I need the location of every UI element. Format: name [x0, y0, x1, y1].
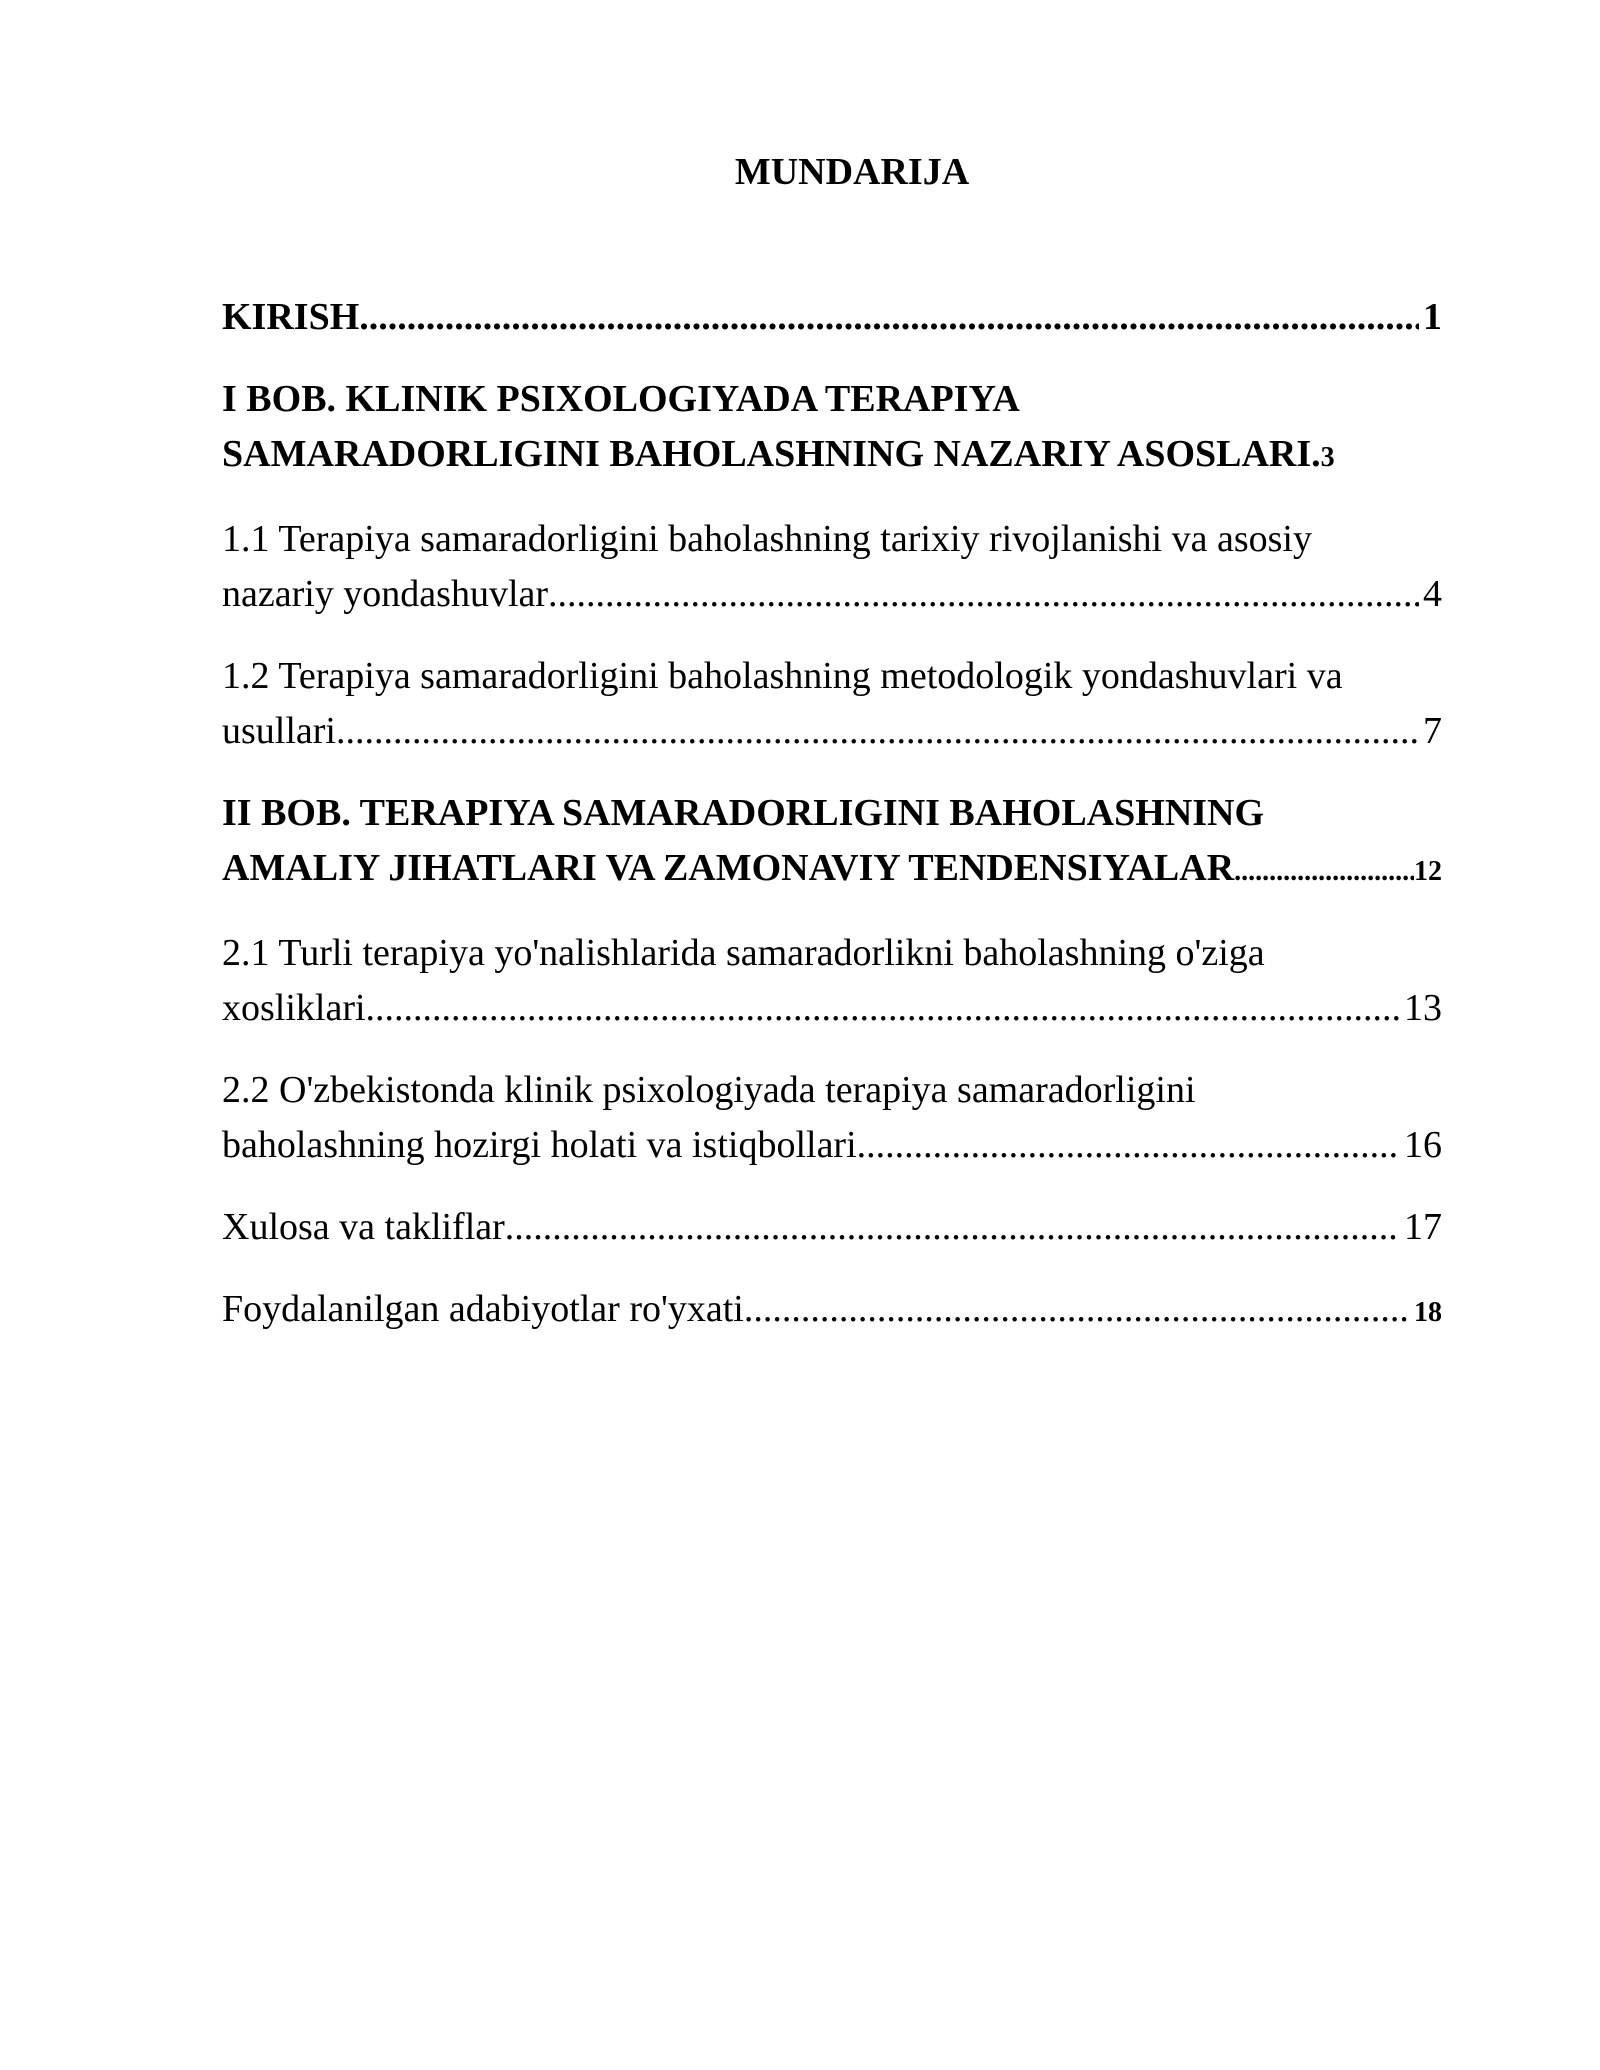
toc-page-number: 12: [1414, 856, 1442, 887]
toc-entry-title-line2: nazariy yondashuvlar: [222, 573, 549, 615]
toc-page-number: 16: [1404, 1124, 1442, 1166]
toc-entry-title-line1: 2.1 Turli terapiya yo'nalishlarida samaradorlikni baholashning o'ziga: [222, 932, 1265, 974]
toc-entry-title-line1: 2.2 O'zbekistonda klinik psixologiyada terapiya samaradorligini: [222, 1069, 1196, 1111]
toc-entry-references[interactable]: [222, 1282, 1442, 1340]
toc-entry-title-line1: I BOB. KLINIK PSIXOLOGIYADA TERAPIYA: [222, 378, 1020, 420]
toc-entry-conclusion[interactable]: [222, 1200, 1442, 1255]
toc-entry-title-line2: SAMARADORLIGINI BAHOLASHNING NAZARIY ASOSLARI.: [222, 433, 1321, 475]
toc-page-number: 13: [1404, 987, 1442, 1029]
toc-page-number: 18: [1414, 1297, 1442, 1328]
toc-entry-title-line2: AMALIY JIHATLARI VA ZAMONAVIY TENDENSIYALAR: [222, 847, 1235, 889]
dot-leader: [336, 704, 1419, 759]
dot-leader: [359, 290, 1419, 345]
toc-entry-section-2-1[interactable]: [222, 926, 1442, 1036]
toc-entry-title-line2: baholashning hozirgi holati va istiqbollari: [222, 1124, 857, 1166]
toc-entry-title: Foydalanilgan adabiyotlar ro'yxati: [222, 1288, 744, 1330]
toc-page-number: 4: [1423, 573, 1442, 615]
toc-entry-kirish[interactable]: [222, 290, 1442, 345]
toc-page-number: 17: [1404, 1206, 1442, 1248]
dot-leader: [548, 567, 1419, 622]
toc-entry-title: KIRISH: [222, 296, 360, 338]
toc-entry-section-2-2[interactable]: [222, 1063, 1442, 1173]
page-title: MUNDARIJA: [734, 151, 970, 193]
dot-leader: [744, 1282, 1410, 1337]
dot-leader: [1234, 844, 1414, 899]
toc-entry-title-line1: 1.1 Terapiya samaradorligini baholashning tarixiy rivojlanishi va asosiy: [222, 518, 1312, 560]
table-of-contents: [222, 290, 1442, 1367]
toc-entry-chapter-1[interactable]: [222, 372, 1442, 485]
dot-leader: [857, 1118, 1400, 1173]
toc-page-number: 1: [1423, 296, 1442, 338]
toc-entry-section-1-1[interactable]: [222, 512, 1442, 622]
toc-entry-title-line2: xosliklari: [222, 987, 366, 1029]
toc-entry-section-1-2[interactable]: [222, 649, 1442, 759]
toc-page-number: 7: [1423, 710, 1442, 752]
toc-entry-title: Xulosa va takliflar: [222, 1206, 505, 1248]
toc-entry-title-line1: II BOB. TERAPIYA SAMARADORLIGINI BAHOLASHNING: [222, 792, 1265, 834]
toc-page-number: 3: [1320, 442, 1335, 473]
toc-entry-chapter-2[interactable]: [222, 786, 1442, 899]
dot-leader: [505, 1200, 1400, 1255]
toc-entry-title-line2: usullari: [222, 710, 336, 752]
dot-leader: [366, 981, 1400, 1036]
toc-entry-title-line1: 1.2 Terapiya samaradorligini baholashning metodologik yondashuvlari va: [222, 655, 1343, 697]
